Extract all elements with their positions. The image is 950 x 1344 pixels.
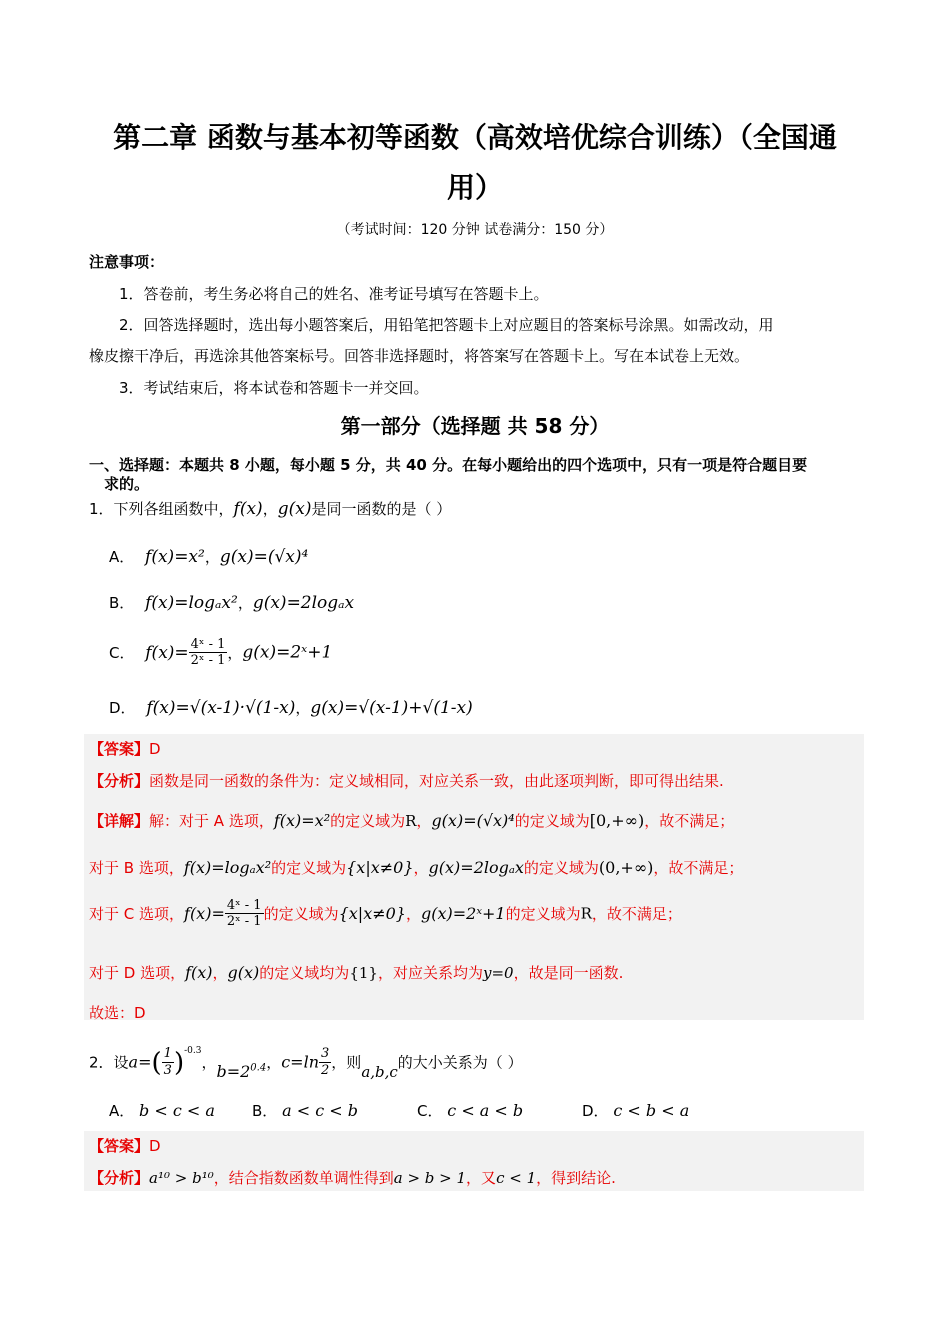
q1-sep: ，: [262, 500, 278, 518]
option-label: A．: [109, 548, 135, 566]
math-expr: (0,+∞): [598, 858, 654, 877]
math-expr: f(x)=x²: [273, 811, 331, 830]
page-title-line1: 第二章 函数与基本初等函数（高效培优综合训练）（全国通: [113, 121, 837, 154]
answer-value: D: [149, 1137, 161, 1155]
answer-label: 【答案】: [89, 1137, 150, 1155]
detail-text: ，故是同一函数.: [513, 964, 624, 982]
math-expr: f(x)=: [184, 904, 225, 923]
q2-b-expr: [216, 1062, 266, 1081]
fraction-denominator: 2ˣ - 1: [226, 914, 262, 929]
q1-b-g: g(x)=2logₐx: [252, 593, 355, 613]
detail-text: ，故不满足；: [653, 859, 744, 877]
math-expr: a > b > 1: [393, 1169, 467, 1187]
q1-fx: f(x): [233, 499, 263, 519]
q1-answer: [89, 738, 161, 759]
detail-text: ，故不满足；: [591, 905, 682, 923]
q1-c-f-lhs: f(x)=: [145, 642, 189, 663]
answer-value: D: [149, 740, 161, 758]
question-1-stem: [89, 498, 451, 519]
section-instructions-cont: 求的。: [104, 475, 150, 493]
math-expr: {1}: [349, 964, 378, 982]
q1-a-g: g(x)=(√x)⁴: [219, 547, 309, 567]
fraction-denominator: 3: [163, 1063, 172, 1079]
detail-text: 的定义域为: [330, 812, 406, 830]
detail-label: 【详解】: [89, 812, 150, 830]
q1-detail-fraction: [225, 898, 264, 929]
exponent: -0.3: [184, 1046, 202, 1056]
q1-c-g: g(x)=2ˣ+1: [242, 642, 333, 663]
q1-detail-line-1: [89, 810, 734, 831]
notice-item-3: 3．考试结束后，将本试卷和答题卡一并交回。: [119, 379, 429, 397]
option-value: c < a < b: [447, 1101, 524, 1120]
q1-gx: g(x): [277, 499, 312, 519]
detail-text: ，: [416, 812, 432, 830]
math-expr: g(x)=2ˣ+1: [421, 904, 506, 923]
detail-text: ，: [201, 1053, 217, 1072]
option-label: B．: [252, 1102, 278, 1120]
detail-text: 对于 D 选项，: [89, 964, 186, 982]
math-expr: g(x): [227, 963, 260, 982]
detail-text: 的定义域均为: [259, 964, 350, 982]
fraction-denominator: 2ˣ - 1: [190, 653, 226, 668]
option-label: A．: [109, 1102, 135, 1120]
detail-text: ，故不满足；: [644, 812, 735, 830]
q1-a-f: f(x)=x²: [145, 547, 205, 567]
q1-option-b: B． f(x)=logₐx²，g(x)=2logₐx: [109, 593, 355, 613]
fraction-numerator: 4ˣ - 1: [226, 898, 262, 913]
option-label: C．: [417, 1102, 443, 1120]
q2-prefix: 2．设: [89, 1053, 129, 1072]
q1-suffix: 是同一函数的是（ ）: [311, 500, 452, 518]
detail-text: 的定义域为: [263, 905, 339, 923]
page-title-line2: 用）: [446, 171, 503, 204]
math-expr: [0,+∞): [589, 811, 645, 830]
notice-item-1: 1．答卷前，考生务必将自己的姓名、准考证号填写在答题卡上。: [119, 285, 549, 303]
detail-text: 对于 B 选项，: [89, 859, 184, 877]
notice-item-2-cont: 橡皮擦干净后，再选涂其他答案标号。回答非选择题时，将答案写在答题卡上。写在本试卷上无效。: [89, 347, 750, 365]
exponent: 0.4: [250, 1063, 267, 1074]
fraction-numerator: 4ˣ - 1: [190, 637, 226, 652]
detail-text: 的定义域为: [523, 859, 599, 877]
q1-prefix: 1．下列各组函数中，: [89, 500, 234, 518]
notice-heading: 注意事项：: [89, 253, 165, 271]
analysis-label: 【分析】: [89, 1169, 150, 1187]
q1-option-c: C． f(x)= $\frac{\text{4ˣ - 1}}{\text{2ˣ - 1}}$ ，g(x)=2ˣ+1: [109, 637, 333, 668]
fraction-numerator: 3: [321, 1046, 330, 1062]
q1-option-a: A． f(x)=x²，g(x)=(√x)⁴: [109, 547, 309, 567]
math-expr: a¹⁰ > b¹⁰: [149, 1169, 214, 1187]
q2-option-a: [109, 1100, 215, 1121]
detail-text: 对于 C 选项，: [89, 905, 185, 923]
math-expr: f(x): [185, 963, 213, 982]
fraction-denominator: 2: [321, 1063, 330, 1079]
option-label: D．: [109, 699, 136, 717]
fraction-numerator: 1: [163, 1046, 172, 1062]
question-2-stem: 2．设a=( $\frac{1}{3}$ )$^{-0.3}$，$b=2^{0.4}$，c=ln $\frac{3}{2}$ ，则a,b,c的大小关系为（ ）: [89, 1046, 523, 1082]
q1-c-fraction: [189, 637, 228, 668]
q1-option-d: D． f(x)=√(x-1)·√(1-x)，g(x)=√(x-1)+√(1-x): [109, 698, 473, 718]
option-label: C．: [109, 644, 135, 662]
detail-text: ，: [212, 964, 228, 982]
detail-text: ，: [405, 905, 421, 923]
q2-analysis: [89, 1167, 616, 1188]
q2-option-c: [417, 1100, 523, 1121]
q2-option-d: [582, 1100, 689, 1121]
notice-item-2: 2．回答选择题时，选出每小题答案后，用铅笔把答题卡上对应题目的答案标号涂黑。如需改动，用: [119, 316, 774, 334]
q1-b-f: f(x)=logₐx²: [145, 593, 238, 613]
q1-detail-line-2: [89, 857, 743, 878]
math-expr: {x|x≠0}: [346, 858, 414, 877]
q1-detail-line-4: [89, 962, 623, 983]
math-expr: g(x)=(√x)⁴: [431, 811, 515, 830]
q1-analysis: [89, 770, 724, 791]
part1-heading: 第一部分（选择题 共 58 分）: [340, 414, 610, 438]
q2-c-fraction: [319, 1046, 331, 1079]
math-expr: c < 1: [496, 1169, 537, 1187]
detail-text: 解：对于 A 选项，: [149, 812, 274, 830]
option-label: D．: [582, 1102, 609, 1120]
math-expr: y=0: [482, 964, 514, 982]
math-expr: f(x)=logₐx²: [183, 858, 272, 877]
q1-detail-line-3: [89, 898, 682, 929]
math-expr: a=: [128, 1052, 152, 1072]
math-expr: R: [405, 812, 417, 830]
math-expr: g(x)=2logₐx: [428, 858, 524, 877]
option-value: b < c < a: [139, 1101, 215, 1120]
detail-text: ，对应关系均为: [377, 964, 483, 982]
q1-d-f: f(x)=√(x-1)·√(1-x): [146, 698, 296, 718]
detail-text: ，得到结论.: [536, 1169, 616, 1187]
detail-text: 的定义域为: [505, 905, 581, 923]
analysis-label: 【分析】: [89, 772, 150, 790]
option-label: B．: [109, 594, 135, 612]
math-expr: b=2: [216, 1062, 251, 1082]
q1-conclusion: 故选：D: [89, 1004, 146, 1022]
q2-a-fraction: [162, 1046, 174, 1079]
q2-suffix: 的大小关系为（ ）: [397, 1053, 523, 1072]
q1-d-g: g(x)=√(x-1)+√(1-x): [310, 698, 473, 718]
option-value: c < b < a: [613, 1101, 690, 1120]
analysis-text: 函数是同一函数的条件为：定义域相同，对应关系一致，由此逐项判断，即可得出结果.: [149, 772, 724, 790]
math-expr: {x|x≠0}: [338, 904, 406, 923]
detail-text: ，: [413, 859, 429, 877]
detail-text: ，又: [466, 1169, 497, 1187]
q2-option-b: [252, 1100, 358, 1121]
section-instructions: 一、选择题：本题共 8 小题，每小题 5 分，共 40 分。在每小题给出的四个选项中，只有一项是符合题目要: [89, 456, 808, 474]
detail-text: ，: [266, 1053, 282, 1072]
answer-label: 【答案】: [89, 740, 150, 758]
detail-text: 的定义域为: [514, 812, 590, 830]
detail-text: ，则: [331, 1053, 362, 1072]
math-expr: c=ln: [281, 1052, 320, 1072]
q2-answer: [89, 1135, 161, 1156]
detail-text: ，结合指数函数单调性得到: [213, 1169, 394, 1187]
math-expr: a,b,c: [361, 1063, 398, 1082]
option-value: a < c < b: [282, 1101, 358, 1120]
exam-info: （考试时间：120 分钟 试卷满分：150 分）: [336, 222, 614, 238]
detail-text: 的定义域为: [271, 859, 347, 877]
math-expr: R: [580, 904, 592, 923]
